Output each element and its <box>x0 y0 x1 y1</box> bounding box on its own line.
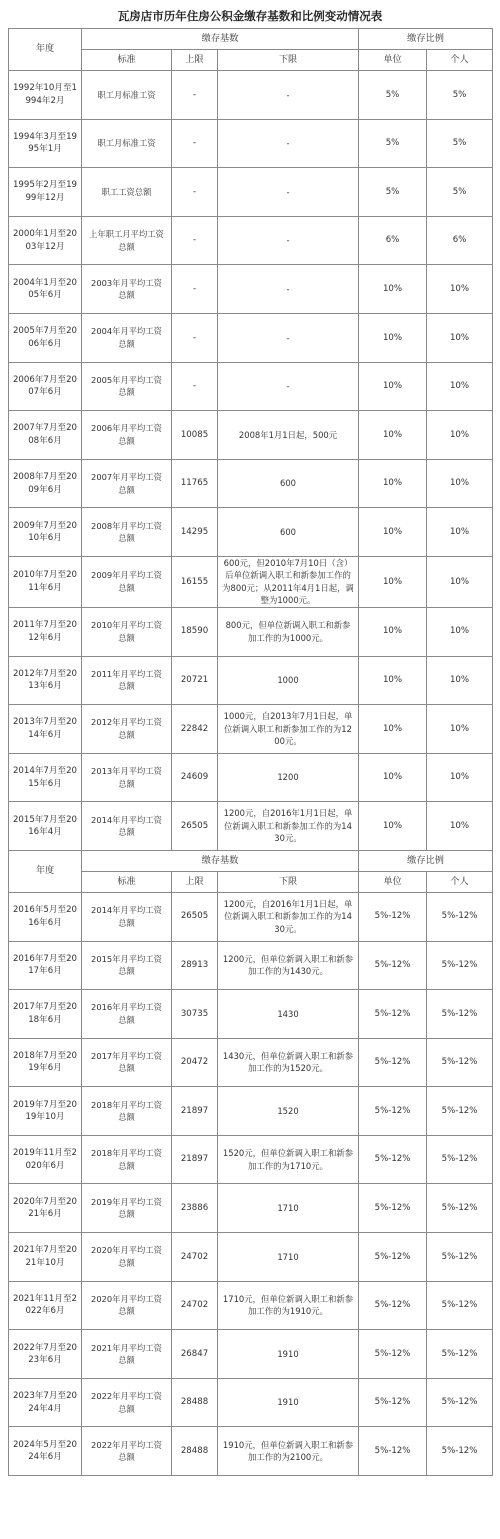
lower-limit-cell: 1910元，但单位新调入职工和新参加工作的为2100元。 <box>218 1427 359 1476</box>
personal-ratio-cell: 5%-12% <box>427 1038 493 1087</box>
standard-cell: 2014年月平均工资总额 <box>82 802 172 851</box>
lower-limit-cell: 1200 <box>218 753 359 802</box>
header-standard: 标准 <box>82 50 172 71</box>
personal-ratio-cell: 5% <box>427 71 493 120</box>
year-cell: 2011年7月至2012年6月 <box>9 607 82 656</box>
year-cell: 2021年7月至2021年10月 <box>9 1233 82 1282</box>
unit-ratio-cell: 10% <box>359 705 427 754</box>
contribution-table <box>8 28 493 1476</box>
lower-limit-cell: - <box>218 362 359 411</box>
personal-ratio-cell: 10% <box>427 607 493 656</box>
year-cell: 2007年7月至2008年6月 <box>9 411 82 460</box>
standard-cell: 2010年月平均工资总额 <box>82 607 172 656</box>
upper-limit-cell: 10085 <box>172 411 218 460</box>
header-upper: 上限 <box>172 871 218 892</box>
header-base: 缴存基数 <box>82 29 359 50</box>
table-row <box>9 1378 493 1427</box>
year-cell: 2024年5月至2024年6月 <box>9 1427 82 1476</box>
upper-limit-cell: 30735 <box>172 990 218 1039</box>
lower-limit-cell: 1200元，自2016年1月1日起，单位新调入职工和新参加工作的为1430元。 <box>218 802 359 851</box>
lower-limit-cell: 1200元，自2016年1月1日起，单位新调入职工和新参加工作的为1430元。 <box>218 892 359 941</box>
lower-limit-cell: - <box>218 265 359 314</box>
personal-ratio-cell: 5%-12% <box>427 1427 493 1476</box>
unit-ratio-cell: 5%-12% <box>359 1184 427 1233</box>
header-unit: 单位 <box>359 50 427 71</box>
year-cell: 2015年7月至2016年4月 <box>9 802 82 851</box>
unit-ratio-cell: 10% <box>359 802 427 851</box>
unit-ratio-cell: 5%-12% <box>359 1135 427 1184</box>
table-row <box>9 168 493 217</box>
unit-ratio-cell: 10% <box>359 753 427 802</box>
unit-ratio-cell: 5%-12% <box>359 1038 427 1087</box>
lower-limit-cell: 1910 <box>218 1378 359 1427</box>
upper-limit-cell: 26505 <box>172 892 218 941</box>
header-row-2-second <box>9 871 493 892</box>
personal-ratio-cell: 5% <box>427 119 493 168</box>
upper-limit-cell: 20472 <box>172 1038 218 1087</box>
unit-ratio-cell: 10% <box>359 313 427 362</box>
table-row <box>9 941 493 990</box>
year-cell: 2019年7月至2019年10月 <box>9 1087 82 1136</box>
header-lower: 下限 <box>218 50 359 71</box>
year-cell: 2019年11月至2020年6月 <box>9 1135 82 1184</box>
personal-ratio-cell: 10% <box>427 411 493 460</box>
lower-limit-cell: 1710 <box>218 1233 359 1282</box>
standard-cell: 2009年月平均工资总额 <box>82 556 172 607</box>
personal-ratio-cell: 5%-12% <box>427 892 493 941</box>
standard-cell: 2012年月平均工资总额 <box>82 705 172 754</box>
unit-ratio-cell: 10% <box>359 265 427 314</box>
lower-limit-cell: - <box>218 119 359 168</box>
personal-ratio-cell: 10% <box>427 313 493 362</box>
upper-limit-cell: 24702 <box>172 1233 218 1282</box>
year-cell: 2022年7月至2023年6月 <box>9 1330 82 1379</box>
standard-cell: 2022年月平均工资总额 <box>82 1427 172 1476</box>
table-row <box>9 1281 493 1330</box>
header-unit: 单位 <box>359 871 427 892</box>
table-row <box>9 705 493 754</box>
lower-limit-cell: 800元，但单位新调入职工和新参加工作的为1000元。 <box>218 607 359 656</box>
upper-limit-cell: - <box>172 71 218 120</box>
header-personal: 个人 <box>427 50 493 71</box>
table-row <box>9 508 493 557</box>
header-ratio: 缴存比例 <box>359 29 493 50</box>
year-cell: 2013年7月至2014年6月 <box>9 705 82 754</box>
upper-limit-cell: - <box>172 168 218 217</box>
unit-ratio-cell: 10% <box>359 362 427 411</box>
standard-cell: 2013年月平均工资总额 <box>82 753 172 802</box>
unit-ratio-cell: 5%-12% <box>359 1087 427 1136</box>
table-row <box>9 656 493 705</box>
year-cell: 2012年7月至2013年6月 <box>9 656 82 705</box>
upper-limit-cell: 28488 <box>172 1378 218 1427</box>
unit-ratio-cell: 5%-12% <box>359 1330 427 1379</box>
table-row <box>9 892 493 941</box>
table-row <box>9 753 493 802</box>
table-row <box>9 459 493 508</box>
header-upper: 上限 <box>172 50 218 71</box>
header-standard: 标准 <box>82 871 172 892</box>
personal-ratio-cell: 10% <box>427 753 493 802</box>
standard-cell: 2018年月平均工资总额 <box>82 1087 172 1136</box>
lower-limit-cell: - <box>218 216 359 265</box>
year-cell: 2008年7月至2009年6月 <box>9 459 82 508</box>
page-title: 瓦房店市历年住房公积金缴存基数和比例变动情况表 <box>117 9 383 23</box>
personal-ratio-cell: 10% <box>427 705 493 754</box>
year-cell: 2018年7月至2019年6月 <box>9 1038 82 1087</box>
upper-limit-cell: 18590 <box>172 607 218 656</box>
standard-cell: 2014年月平均工资总额 <box>82 892 172 941</box>
standard-cell: 2020年月平均工资总额 <box>82 1281 172 1330</box>
unit-ratio-cell: 5%-12% <box>359 1281 427 1330</box>
upper-limit-cell: 28913 <box>172 941 218 990</box>
personal-ratio-cell: 5% <box>427 168 493 217</box>
lower-limit-cell: - <box>218 71 359 120</box>
upper-limit-cell: 21897 <box>172 1135 218 1184</box>
year-cell: 2020年7月至2021年6月 <box>9 1184 82 1233</box>
lower-limit-cell: - <box>218 313 359 362</box>
table-row <box>9 556 493 607</box>
unit-ratio-cell: 10% <box>359 656 427 705</box>
year-cell: 2021年11月至2022年6月 <box>9 1281 82 1330</box>
table-row <box>9 313 493 362</box>
upper-limit-cell: 28488 <box>172 1427 218 1476</box>
table-row <box>9 1087 493 1136</box>
personal-ratio-cell: 10% <box>427 362 493 411</box>
table-row <box>9 71 493 120</box>
year-cell: 2009年7月至2010年6月 <box>9 508 82 557</box>
lower-limit-cell: 1200元，但单位新调入职工和新参加工作的为1430元。 <box>218 941 359 990</box>
header-row-1-second <box>9 850 493 871</box>
table-row <box>9 119 493 168</box>
upper-limit-cell: - <box>172 119 218 168</box>
unit-ratio-cell: 5%-12% <box>359 892 427 941</box>
standard-cell: 2020年月平均工资总额 <box>82 1233 172 1282</box>
unit-ratio-cell: 5%-12% <box>359 990 427 1039</box>
personal-ratio-cell: 5%-12% <box>427 1378 493 1427</box>
table-row <box>9 607 493 656</box>
lower-limit-cell: 1430元，但单位新调入职工和新参加工作的为1520元。 <box>218 1038 359 1087</box>
year-cell: 2023年7月至2024年4月 <box>9 1378 82 1427</box>
personal-ratio-cell: 10% <box>427 556 493 607</box>
personal-ratio-cell: 5%-12% <box>427 1184 493 1233</box>
standard-cell: 2015年月平均工资总额 <box>82 941 172 990</box>
lower-limit-cell: 2008年1月1日起，500元 <box>218 411 359 460</box>
standard-cell: 2018年月平均工资总额 <box>82 1135 172 1184</box>
standard-cell: 职工月标准工资 <box>82 71 172 120</box>
unit-ratio-cell: 5% <box>359 71 427 120</box>
table-row <box>9 990 493 1039</box>
table-row <box>9 1233 493 1282</box>
unit-ratio-cell: 10% <box>359 508 427 557</box>
unit-ratio-cell: 5%-12% <box>359 1378 427 1427</box>
upper-limit-cell: - <box>172 362 218 411</box>
year-cell: 2016年7月至2017年6月 <box>9 941 82 990</box>
table-row <box>9 1038 493 1087</box>
year-cell: 1995年2月至1999年12月 <box>9 168 82 217</box>
standard-cell: 上年职工月平均工资总额 <box>82 216 172 265</box>
unit-ratio-cell: 10% <box>359 607 427 656</box>
unit-ratio-cell: 10% <box>359 459 427 508</box>
standard-cell: 2016年月平均工资总额 <box>82 990 172 1039</box>
standard-cell: 2004年月平均工资总额 <box>82 313 172 362</box>
standard-cell: 2006年月平均工资总额 <box>82 411 172 460</box>
standard-cell: 2017年月平均工资总额 <box>82 1038 172 1087</box>
personal-ratio-cell: 10% <box>427 656 493 705</box>
unit-ratio-cell: 5%-12% <box>359 941 427 990</box>
unit-ratio-cell: 6% <box>359 216 427 265</box>
unit-ratio-cell: 5%-12% <box>359 1427 427 1476</box>
table-body <box>9 29 493 1476</box>
standard-cell: 职工工资总额 <box>82 168 172 217</box>
upper-limit-cell: - <box>172 313 218 362</box>
lower-limit-cell: 1520元，但单位新调入职工和新参加工作的为1710元。 <box>218 1135 359 1184</box>
header-year: 年度 <box>9 29 82 71</box>
upper-limit-cell: 16155 <box>172 556 218 607</box>
standard-cell: 2008年月平均工资总额 <box>82 508 172 557</box>
table-row <box>9 1135 493 1184</box>
table-row <box>9 802 493 851</box>
table-row <box>9 1427 493 1476</box>
header-lower: 下限 <box>218 871 359 892</box>
unit-ratio-cell: 5%-12% <box>359 1233 427 1282</box>
year-cell: 1994年3月至1995年1月 <box>9 119 82 168</box>
year-cell: 2017年7月至2018年6月 <box>9 990 82 1039</box>
lower-limit-cell: 1710 <box>218 1184 359 1233</box>
upper-limit-cell: 20721 <box>172 656 218 705</box>
year-cell: 2006年7月至2007年6月 <box>9 362 82 411</box>
header-ratio: 缴存比例 <box>359 850 493 871</box>
personal-ratio-cell: 5%-12% <box>427 1281 493 1330</box>
year-cell: 2014年7月至2015年6月 <box>9 753 82 802</box>
unit-ratio-cell: 5% <box>359 168 427 217</box>
personal-ratio-cell: 5%-12% <box>427 941 493 990</box>
upper-limit-cell: 21897 <box>172 1087 218 1136</box>
table-row <box>9 411 493 460</box>
year-cell: 2004年1月至2005年6月 <box>9 265 82 314</box>
personal-ratio-cell: 5%-12% <box>427 1233 493 1282</box>
lower-limit-cell: 600 <box>218 508 359 557</box>
personal-ratio-cell: 10% <box>427 459 493 508</box>
lower-limit-cell: 1000 <box>218 656 359 705</box>
year-cell: 2010年7月至2011年6月 <box>9 556 82 607</box>
standard-cell: 2019年月平均工资总额 <box>82 1184 172 1233</box>
year-cell: 2016年5月至2016年6月 <box>9 892 82 941</box>
personal-ratio-cell: 10% <box>427 265 493 314</box>
lower-limit-cell: 1910 <box>218 1330 359 1379</box>
lower-limit-cell: 1000元，自2013年7月1日起，单位新调入职工和新参加工作的为1200元。 <box>218 705 359 754</box>
header-personal: 个人 <box>427 871 493 892</box>
personal-ratio-cell: 5%-12% <box>427 1087 493 1136</box>
standard-cell: 2011年月平均工资总额 <box>82 656 172 705</box>
lower-limit-cell: 600元，但2010年7月10日（含）后单位新调入职工和新参加工作的为800元；从2011年4月1日起，调整为1000元。 <box>218 556 359 607</box>
table-row <box>9 362 493 411</box>
header-row-2 <box>9 50 493 71</box>
table-row <box>9 1330 493 1379</box>
upper-limit-cell: 24702 <box>172 1281 218 1330</box>
standard-cell: 2003年月平均工资总额 <box>82 265 172 314</box>
lower-limit-cell: 1430 <box>218 990 359 1039</box>
personal-ratio-cell: 5%-12% <box>427 1135 493 1184</box>
upper-limit-cell: 24609 <box>172 753 218 802</box>
year-cell: 2000年1月至2003年12月 <box>9 216 82 265</box>
personal-ratio-cell: 5%-12% <box>427 990 493 1039</box>
unit-ratio-cell: 10% <box>359 556 427 607</box>
personal-ratio-cell: 10% <box>427 508 493 557</box>
table-row <box>9 1184 493 1233</box>
lower-limit-cell: - <box>218 168 359 217</box>
standard-cell: 2021年月平均工资总额 <box>82 1330 172 1379</box>
upper-limit-cell: - <box>172 216 218 265</box>
table-row <box>9 216 493 265</box>
year-cell: 2005年7月至2006年6月 <box>9 313 82 362</box>
personal-ratio-cell: 6% <box>427 216 493 265</box>
personal-ratio-cell: 5%-12% <box>427 1330 493 1379</box>
unit-ratio-cell: 5% <box>359 119 427 168</box>
upper-limit-cell: - <box>172 265 218 314</box>
upper-limit-cell: 26505 <box>172 802 218 851</box>
standard-cell: 2007年月平均工资总额 <box>82 459 172 508</box>
upper-limit-cell: 23886 <box>172 1184 218 1233</box>
header-base: 缴存基数 <box>82 850 359 871</box>
lower-limit-cell: 1520 <box>218 1087 359 1136</box>
unit-ratio-cell: 10% <box>359 411 427 460</box>
header-row-1 <box>9 29 493 50</box>
standard-cell: 职工月标准工资 <box>82 119 172 168</box>
upper-limit-cell: 22842 <box>172 705 218 754</box>
upper-limit-cell: 14295 <box>172 508 218 557</box>
table-row <box>9 265 493 314</box>
upper-limit-cell: 11765 <box>172 459 218 508</box>
header-year: 年度 <box>9 850 82 892</box>
year-cell: 1992年10月至1994年2月 <box>9 71 82 120</box>
lower-limit-cell: 600 <box>218 459 359 508</box>
upper-limit-cell: 26847 <box>172 1330 218 1379</box>
personal-ratio-cell: 10% <box>427 802 493 851</box>
standard-cell: 2005年月平均工资总额 <box>82 362 172 411</box>
standard-cell: 2022年月平均工资总额 <box>82 1378 172 1427</box>
lower-limit-cell: 1710元，但单位新调入职工和新参加工作的为1910元。 <box>218 1281 359 1330</box>
